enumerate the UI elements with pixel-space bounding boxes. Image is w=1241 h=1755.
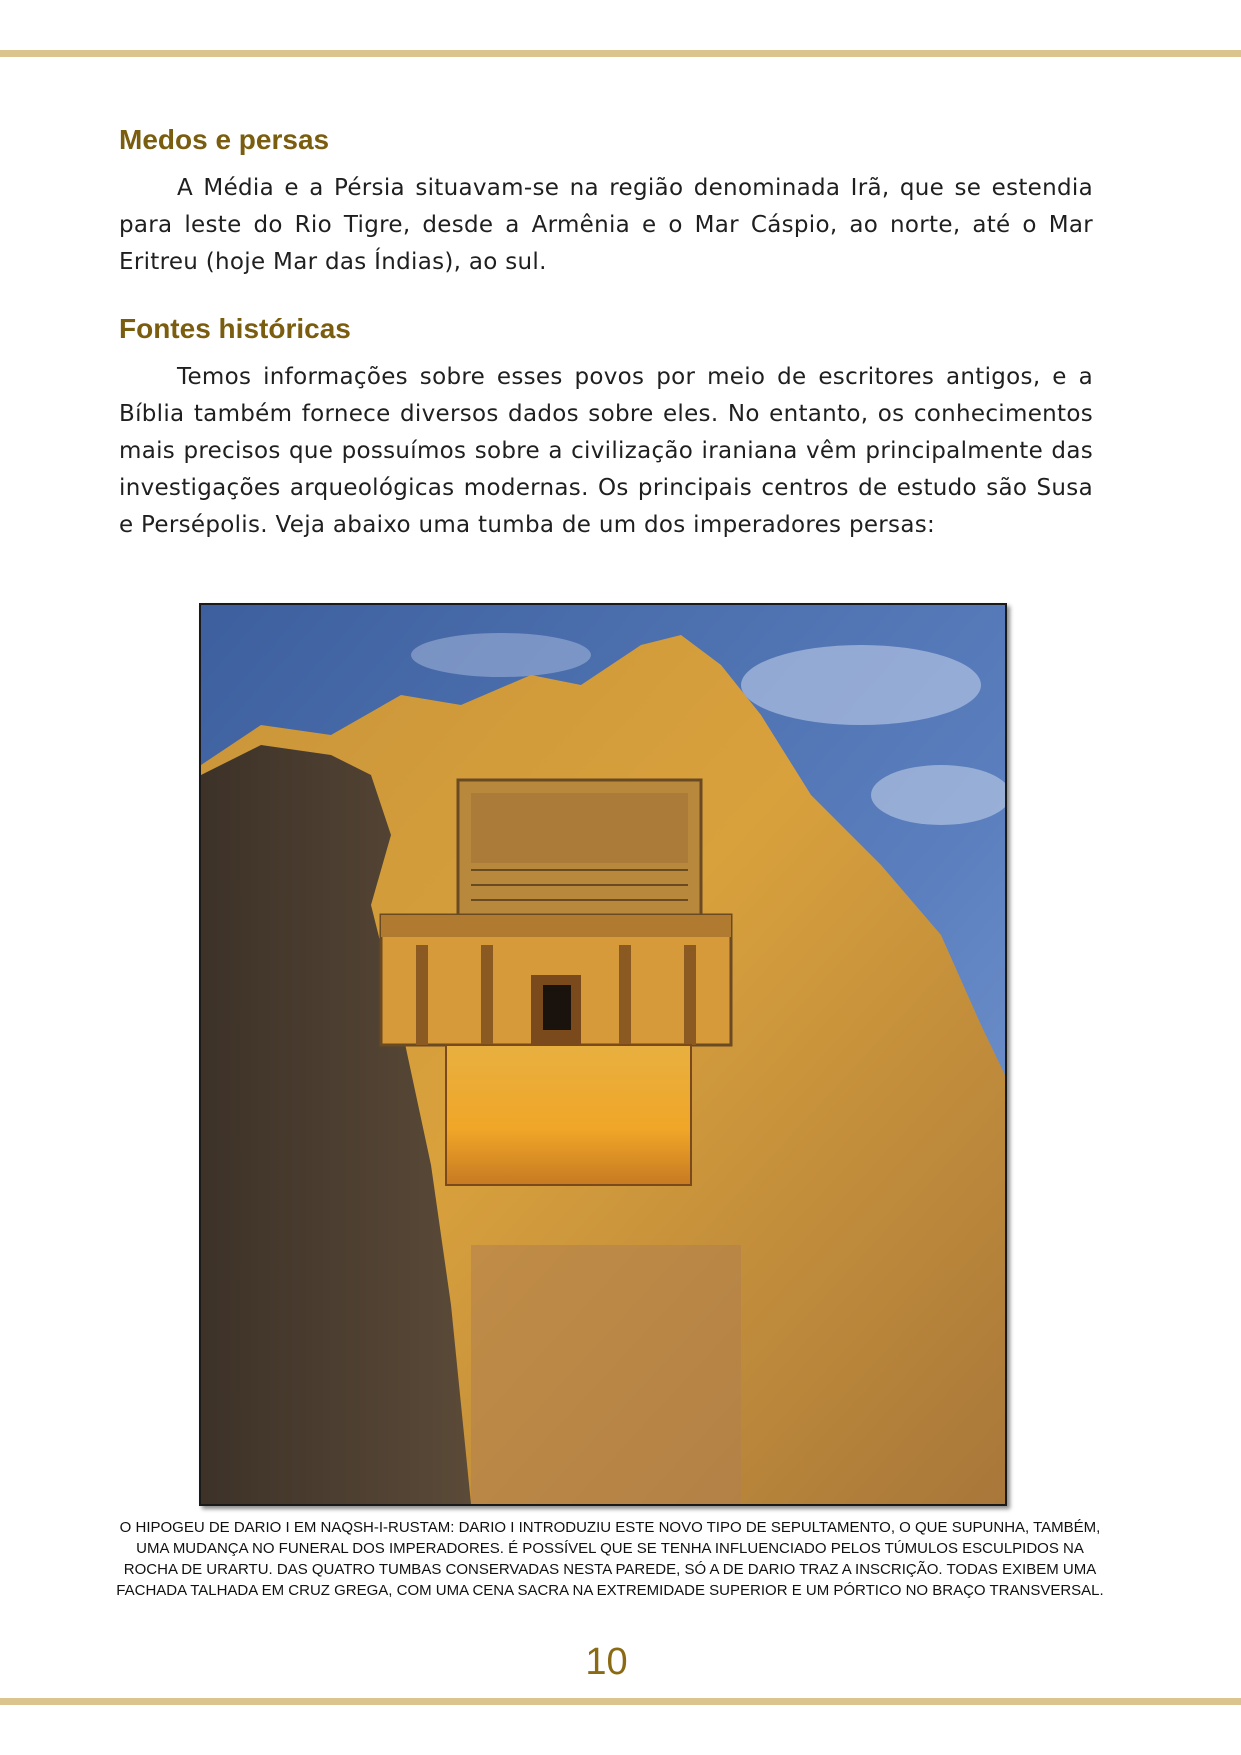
bottom-rule: [0, 1698, 1241, 1705]
page-number: 10: [585, 1641, 628, 1683]
section-heading-medos-persas: Medos e persas: [119, 124, 330, 155]
paragraph-medos-persas: A Média e a Pérsia situavam-se na região denominada Irã, que se estendia para leste do Rio Tigre, desde a Armênia e o Mar Cáspio, ao norte, até o Mar Eritreu (hoje Mar das Índias), ao sul.: [119, 175, 1093, 275]
page-content: [119, 118, 1093, 544]
section-heading-fontes-historicas: Fontes históricas: [119, 313, 351, 344]
top-rule: [0, 50, 1241, 57]
tomb-photo: [199, 603, 1007, 1506]
figure-caption: O HIPOGEU DE DARIO I EM NAQSH-I-RUSTAM: DARIO I INTRODUZIU ESTE NOVO TIPO DE SEPULTAMENTO, O QUE SUPUNHA, TAMBÉM, UMA MUDANÇA NO FUNERAL DOS IMPERADORES. É POSSÍVEL QUE SE TENHA INFLUENCIADO PELOS TÚMULOS ESCULPIDOS NA ROCHA DE URARTU. DAS QUATRO TUMBAS CONSERVADAS NESTA PAREDE, SÓ A DE DARIO TRAZ A INSCRIÇÃO. TODAS EXIBEM UMA FACHADA TALHADA EM CRUZ GREGA, COM UMA CENA SACRA NA EXTREMIDADE SUPERIOR E UM PÓRTICO NO BRAÇO TRANSVERSAL.: [116, 1519, 1104, 1599]
paragraph-fontes-historicas: Temos informações sobre esses povos por meio de escritores antigos, e a Bíblia também fornece diversos dados sobre eles. No entanto, os conhecimentos mais precisos que possuímos sobre a civilização iraniana vêm principalmente das investigações arqueológicas modernas. Os principais centros de estudo são Susa e Persépolis. Veja abaixo uma tumba de um dos imperadores persas:: [119, 364, 1093, 538]
